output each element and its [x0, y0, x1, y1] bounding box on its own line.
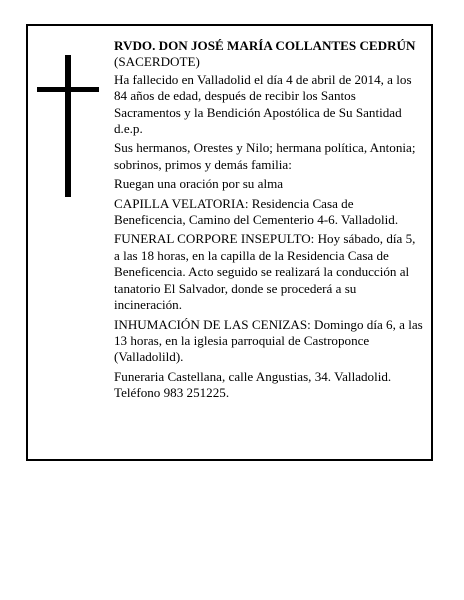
prayer-request: Ruegan una oración por su alma [114, 176, 284, 192]
deceased-name: RVDO. DON JOSÉ MARÍA COLLANTES CEDRÚN [114, 38, 416, 53]
obituary-text [114, 38, 424, 405]
family-list: Sus hermanos, Orestes y Nilo; hermana política, Antonia; sobrinos, primos y demás familia: [114, 140, 416, 172]
deceased-title: (SACERDOTE) [114, 54, 200, 70]
cross-horizontal-bar [37, 87, 99, 92]
ashes-burial-info: INHUMACIÓN DE LAS CENIZAS: Domingo día 6, a las 13 horas, en la iglesia parroquial de Castroponce (Valladolild). [114, 316, 423, 365]
funeral-home-info: Funeraria Castellana, calle Angustias, 34. Valladolid. Teléfono 983 251225. [114, 368, 392, 401]
funeral-info: FUNERAL CORPORE INSEPULTO: Hoy sábado, día 5, a las 18 horas, en la capilla de la Residencia Casa de Beneficencia. Acto seguido se realizará la conducción al tanatorio El Salvador, donde se procederá a su incineración. [114, 231, 416, 313]
cross-vertical-bar [65, 55, 71, 197]
wake-chapel-info: CAPILLA VELATORIA: Residencia Casa de Beneficencia, Camino del Cementerio 4-6. Valladolid. [114, 195, 399, 228]
latin-cross-icon [37, 55, 99, 197]
death-announcement: Ha fallecido en Valladolid el día 4 de abril de 2014, a los 84 años de edad, después de recibir los Santos Sacramentos y la Bendición Apostólica de Su Santidad d.e.p. [114, 71, 412, 137]
